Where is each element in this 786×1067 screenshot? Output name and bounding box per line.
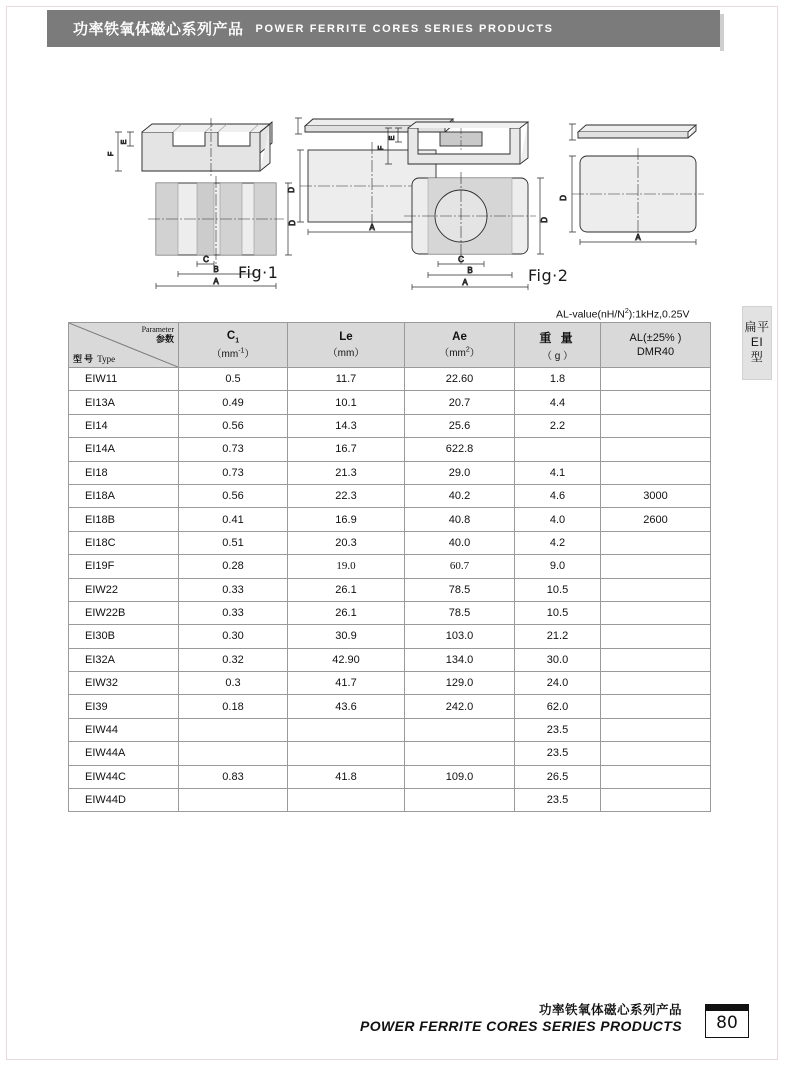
c1-unit-tail: ） bbox=[244, 349, 255, 361]
c1-main: C bbox=[226, 329, 236, 342]
column-header-ae bbox=[405, 323, 515, 368]
cell-c1: 0.83 bbox=[179, 765, 288, 788]
table-row bbox=[69, 508, 711, 531]
cell-ae: 242.0 bbox=[405, 695, 515, 718]
cell-al bbox=[601, 414, 711, 437]
cell-c1 bbox=[179, 789, 288, 812]
cell-ae: 40.8 bbox=[405, 508, 515, 531]
cell-c1: 0.30 bbox=[179, 625, 288, 648]
cell-al bbox=[601, 555, 711, 578]
table-row bbox=[69, 695, 711, 718]
table-corner-header bbox=[69, 323, 179, 368]
svg-text:D: D bbox=[540, 217, 549, 223]
table-row bbox=[69, 765, 711, 788]
table-row bbox=[69, 718, 711, 741]
c1-unit bbox=[179, 345, 287, 360]
svg-text:D: D bbox=[559, 195, 568, 201]
c1-unit-head: （mm bbox=[211, 349, 239, 361]
fig1-caption: Fig·1 bbox=[238, 263, 279, 282]
cell-c1: 0.3 bbox=[179, 672, 288, 695]
cell-le: 43.6 bbox=[288, 695, 405, 718]
svg-text:C: C bbox=[203, 255, 209, 264]
cell-model: EI14A bbox=[69, 438, 179, 461]
corner-model-en: Type bbox=[97, 354, 116, 365]
cell-weight: 1.8 bbox=[515, 368, 601, 391]
cell-le: 41.7 bbox=[288, 672, 405, 695]
cell-c1 bbox=[179, 718, 288, 741]
cell-weight: 4.0 bbox=[515, 508, 601, 531]
cell-ae: 78.5 bbox=[405, 578, 515, 601]
cell-al bbox=[601, 648, 711, 671]
cell-al bbox=[601, 578, 711, 601]
cell-weight: 30.0 bbox=[515, 648, 601, 671]
cell-weight: 4.6 bbox=[515, 484, 601, 507]
svg-text:A: A bbox=[369, 223, 375, 232]
table-header-row bbox=[69, 323, 711, 368]
svg-text:D: D bbox=[287, 187, 296, 193]
side-tab-line-2: EI bbox=[750, 335, 764, 350]
cell-c1: 0.5 bbox=[179, 368, 288, 391]
side-tab-flat-ei bbox=[742, 306, 772, 380]
cell-ae: 40.2 bbox=[405, 484, 515, 507]
cell-model: EI18B bbox=[69, 508, 179, 531]
cell-le: 14.3 bbox=[288, 414, 405, 437]
svg-text:E: E bbox=[121, 139, 128, 145]
table-body bbox=[69, 368, 711, 812]
cell-le: 42.90 bbox=[288, 648, 405, 671]
cell-ae: 40.0 bbox=[405, 531, 515, 554]
cell-model: EI18A bbox=[69, 484, 179, 507]
svg-text:B: B bbox=[467, 266, 473, 275]
cell-ae: 60.7 bbox=[405, 555, 515, 578]
side-tab-line-3: 型 bbox=[750, 349, 764, 364]
cell-le bbox=[288, 718, 405, 741]
table-row bbox=[69, 484, 711, 507]
al-note-tail: ):1kHz,0.25V bbox=[628, 308, 690, 321]
cell-model: EIW22B bbox=[69, 601, 179, 624]
cell-le: 21.3 bbox=[288, 461, 405, 484]
ae-unit-tail: ） bbox=[469, 348, 480, 359]
cell-model: EI18 bbox=[69, 461, 179, 484]
cell-ae: 29.0 bbox=[405, 461, 515, 484]
cell-al bbox=[601, 625, 711, 648]
cell-c1: 0.49 bbox=[179, 391, 288, 414]
cell-le: 26.1 bbox=[288, 601, 405, 624]
cell-le: 22.3 bbox=[288, 484, 405, 507]
table-row bbox=[69, 461, 711, 484]
cell-c1 bbox=[179, 742, 288, 765]
cell-weight: 4.2 bbox=[515, 531, 601, 554]
al-material-label: DMR40 bbox=[636, 346, 675, 358]
cell-model: EI39 bbox=[69, 695, 179, 718]
corner-parameter-label bbox=[142, 325, 174, 345]
cell-weight: 23.5 bbox=[515, 718, 601, 741]
table-row bbox=[69, 414, 711, 437]
cell-model: EI14 bbox=[69, 414, 179, 437]
svg-text:F: F bbox=[378, 145, 385, 151]
c1-subscript: 1 bbox=[235, 337, 240, 345]
fig2-i-plate-top bbox=[559, 148, 704, 245]
cell-model: EI19F bbox=[69, 555, 179, 578]
cell-weight: 23.5 bbox=[515, 789, 601, 812]
cell-al bbox=[601, 461, 711, 484]
table-row bbox=[69, 391, 711, 414]
cell-ae: 103.0 bbox=[405, 625, 515, 648]
table-row bbox=[69, 742, 711, 765]
cell-model: EIW44 bbox=[69, 718, 179, 741]
cell-ae: 22.60 bbox=[405, 368, 515, 391]
le-symbol: Le bbox=[339, 331, 353, 343]
ae-unit bbox=[405, 344, 514, 359]
cell-le bbox=[288, 742, 405, 765]
cell-model: EIW32 bbox=[69, 672, 179, 695]
cell-le: 16.7 bbox=[288, 438, 405, 461]
cell-c1: 0.56 bbox=[179, 484, 288, 507]
cell-al bbox=[601, 438, 711, 461]
corner-type-label bbox=[73, 355, 115, 365]
cell-ae: 622.8 bbox=[405, 438, 515, 461]
cell-model: EIW22 bbox=[69, 578, 179, 601]
cell-al bbox=[601, 601, 711, 624]
cell-c1: 0.41 bbox=[179, 508, 288, 531]
cell-al bbox=[601, 391, 711, 414]
fig2-i-plate-side bbox=[569, 124, 696, 140]
page-footer bbox=[0, 1000, 786, 1060]
cell-ae: 25.6 bbox=[405, 414, 515, 437]
cell-le: 10.1 bbox=[288, 391, 405, 414]
cell-weight: 4.4 bbox=[515, 391, 601, 414]
cell-model: EIW11 bbox=[69, 368, 179, 391]
al-note-exponent: 2 bbox=[624, 308, 629, 315]
table-row bbox=[69, 601, 711, 624]
cell-weight: 10.5 bbox=[515, 578, 601, 601]
cell-ae bbox=[405, 718, 515, 741]
cell-al bbox=[601, 765, 711, 788]
page-header-bar bbox=[47, 10, 720, 47]
cell-weight: 10.5 bbox=[515, 601, 601, 624]
table-row bbox=[69, 789, 711, 812]
svg-text:E: E bbox=[389, 135, 396, 141]
cell-ae: 109.0 bbox=[405, 765, 515, 788]
table-row bbox=[69, 672, 711, 695]
table-row bbox=[69, 368, 711, 391]
column-header-le bbox=[288, 323, 405, 368]
footer-title-chinese: 功率铁氧体磁心系列产品 bbox=[538, 1003, 682, 1017]
cell-ae bbox=[405, 742, 515, 765]
cell-ae: 129.0 bbox=[405, 672, 515, 695]
side-tab-line-1: 扁平 bbox=[744, 320, 770, 335]
table-row bbox=[69, 578, 711, 601]
cell-al bbox=[601, 368, 711, 391]
svg-text:A: A bbox=[635, 233, 641, 242]
svg-text:F: F bbox=[108, 151, 115, 157]
table-row bbox=[69, 648, 711, 671]
cell-model: EI18C bbox=[69, 531, 179, 554]
cell-le: 30.9 bbox=[288, 625, 405, 648]
cell-c1: 0.33 bbox=[179, 601, 288, 624]
fig2-caption: Fig·2 bbox=[528, 266, 569, 285]
cell-c1: 0.28 bbox=[179, 555, 288, 578]
table-row bbox=[69, 531, 711, 554]
cell-ae: 134.0 bbox=[405, 648, 515, 671]
column-header-weight bbox=[515, 323, 601, 368]
cell-le: 19.0 bbox=[288, 555, 405, 578]
cell-model: EI30B bbox=[69, 625, 179, 648]
page-number: 80 bbox=[716, 1013, 738, 1033]
cell-ae bbox=[405, 789, 515, 812]
cell-model: EIW44D bbox=[69, 789, 179, 812]
al-note-head: AL-value(nH/N bbox=[556, 308, 625, 321]
weight-unit: （ g ） bbox=[541, 350, 574, 362]
page-number-box bbox=[705, 1004, 749, 1038]
cell-weight: 4.1 bbox=[515, 461, 601, 484]
cell-c1: 0.51 bbox=[179, 531, 288, 554]
svg-text:B: B bbox=[213, 265, 219, 274]
table-row bbox=[69, 438, 711, 461]
cell-al bbox=[601, 695, 711, 718]
cell-al bbox=[601, 742, 711, 765]
figures-area bbox=[60, 78, 720, 293]
ae-unit-head: （mm bbox=[439, 348, 466, 359]
cell-weight: 21.2 bbox=[515, 625, 601, 648]
weight-label-cn: 重 量 bbox=[539, 330, 576, 345]
cell-al: 2600 bbox=[601, 508, 711, 531]
cell-c1: 0.18 bbox=[179, 695, 288, 718]
cell-c1: 0.73 bbox=[179, 438, 288, 461]
cell-weight: 23.5 bbox=[515, 742, 601, 765]
c1-unit-exp: -1 bbox=[238, 347, 245, 355]
ae-unit-exp: 2 bbox=[465, 346, 470, 354]
cell-c1: 0.73 bbox=[179, 461, 288, 484]
header-title-english: POWER FERRITE CORES SERIES PRODUCTS bbox=[255, 22, 554, 35]
header-shadow bbox=[720, 14, 724, 51]
cell-model: EI13A bbox=[69, 391, 179, 414]
core-drawings-svg bbox=[60, 78, 720, 293]
le-unit: （mm） bbox=[327, 348, 365, 359]
specification-table bbox=[68, 322, 711, 812]
svg-text:C: C bbox=[458, 255, 464, 264]
c1-symbol bbox=[179, 330, 287, 344]
ae-symbol: Ae bbox=[452, 331, 467, 343]
svg-text:A: A bbox=[213, 277, 219, 286]
cell-c1: 0.33 bbox=[179, 578, 288, 601]
cell-weight bbox=[515, 438, 601, 461]
corner-parameter-cn: 参数 bbox=[155, 334, 174, 345]
page-number-topbar bbox=[705, 1004, 749, 1011]
column-header-al bbox=[601, 323, 711, 368]
cell-model: EIW44A bbox=[69, 742, 179, 765]
cell-al bbox=[601, 789, 711, 812]
corner-parameter-en: Parameter bbox=[141, 325, 174, 334]
cell-model: EIW44C bbox=[69, 765, 179, 788]
svg-text:A: A bbox=[462, 278, 468, 287]
cell-weight: 26.5 bbox=[515, 765, 601, 788]
fig1-front-view bbox=[108, 118, 272, 177]
corner-model-cn: 型号 bbox=[73, 354, 96, 365]
cell-al: 3000 bbox=[601, 484, 711, 507]
cell-c1: 0.32 bbox=[179, 648, 288, 671]
al-tolerance-label: AL(±25% ) bbox=[629, 332, 682, 344]
column-header-c1 bbox=[179, 323, 288, 368]
cell-weight: 62.0 bbox=[515, 695, 601, 718]
cell-le: 26.1 bbox=[288, 578, 405, 601]
cell-le bbox=[288, 789, 405, 812]
cell-weight: 2.2 bbox=[515, 414, 601, 437]
cell-weight: 9.0 bbox=[515, 555, 601, 578]
cell-model: EI32A bbox=[69, 648, 179, 671]
cell-c1: 0.56 bbox=[179, 414, 288, 437]
footer-title-english: POWER FERRITE CORES SERIES PRODUCTS bbox=[359, 1018, 682, 1034]
cell-ae: 78.5 bbox=[405, 601, 515, 624]
cell-al bbox=[601, 718, 711, 741]
cell-le: 11.7 bbox=[288, 368, 405, 391]
cell-le: 20.3 bbox=[288, 531, 405, 554]
cell-le: 41.8 bbox=[288, 765, 405, 788]
cell-le: 16.9 bbox=[288, 508, 405, 531]
header-title-chinese: 功率铁氧体磁心系列产品 bbox=[73, 21, 244, 38]
table-row bbox=[69, 625, 711, 648]
table-row bbox=[69, 555, 711, 578]
cell-weight: 24.0 bbox=[515, 672, 601, 695]
al-value-note bbox=[556, 308, 689, 321]
cell-al bbox=[601, 531, 711, 554]
svg-text:D: D bbox=[288, 220, 297, 226]
cell-ae: 20.7 bbox=[405, 391, 515, 414]
cell-al bbox=[601, 672, 711, 695]
